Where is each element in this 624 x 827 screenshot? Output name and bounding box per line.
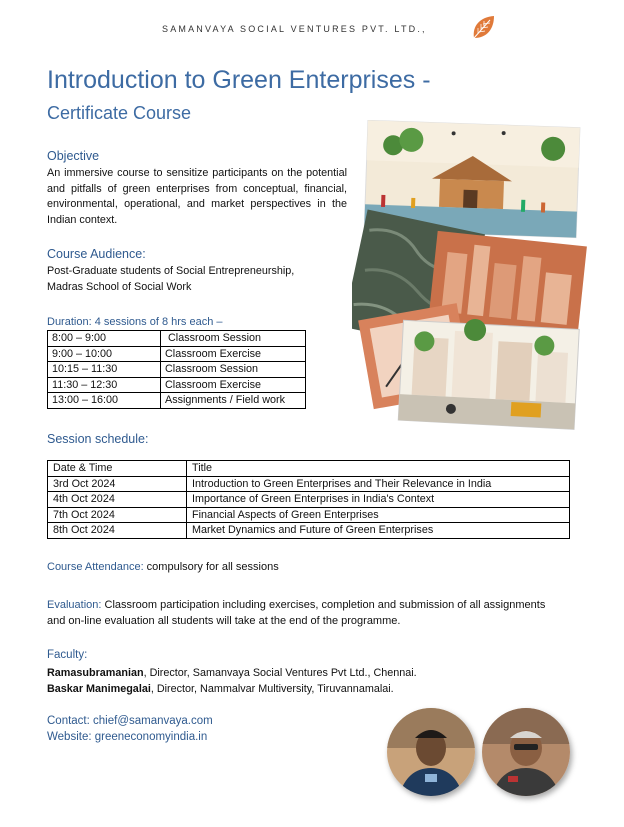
duration-activity: Classroom Session (161, 362, 306, 378)
evaluation-text: Classroom participation including exercises, completion and submission of all assignments and on-line evaluation all students will take at the end of the programme. (47, 599, 546, 627)
column-header-date: Date & Time (48, 461, 187, 477)
evaluation-paragraph (47, 597, 547, 629)
session-title: Financial Aspects of Green Enterprises (187, 507, 570, 523)
page-title: Introduction to Green Enterprises - (47, 66, 431, 94)
duration-activity: Assignments / Field work (161, 393, 306, 409)
session-date: 3rd Oct 2024 (48, 476, 187, 492)
company-name: SAMANVAYA SOCIAL VENTURES PVT. LTD., (162, 24, 427, 34)
illustration-collage (352, 120, 592, 440)
person-avatar-icon (482, 708, 570, 796)
audience-heading: Course Audience: (47, 247, 146, 261)
faculty-name: Ramasubramanian (47, 667, 144, 679)
duration-time: 8:00 – 9:00 (48, 331, 161, 347)
schedule-table (47, 460, 570, 539)
session-title: Introduction to Green Enterprises and Their Relevance in India (187, 476, 570, 492)
website-link[interactable]: greeneconomyindia.in (91, 731, 208, 743)
duration-heading: Duration: 4 sessions of 8 hrs each – (47, 316, 223, 328)
attendance-line (47, 560, 279, 576)
website-line (47, 730, 207, 746)
audience-line-2: Madras School of Social Work (47, 281, 192, 293)
attendance-text: compulsory for all sessions (143, 561, 279, 573)
website-label: Website: (47, 731, 92, 743)
faculty-role: , Director, Nammalvar Multiversity, Tiruvannamalai. (150, 683, 394, 695)
green-city-illustration (398, 315, 579, 429)
duration-activity: Classroom Exercise (161, 346, 306, 362)
contact-line (47, 714, 213, 730)
table-row (48, 346, 306, 362)
faculty-photo-2 (482, 708, 570, 796)
faculty-member-1 (47, 666, 417, 682)
contact-email-link[interactable]: chief@samanvaya.com (89, 715, 213, 727)
duration-time: 13:00 – 16:00 (48, 393, 161, 409)
audience-line-1: Post-Graduate students of Social Entrepreneurship, (47, 265, 295, 277)
table-row (48, 331, 306, 347)
table-row (48, 377, 306, 393)
faculty-heading: Faculty: (47, 649, 88, 661)
table-row (48, 492, 570, 508)
faculty-name: Baskar Manimegalai (47, 683, 151, 695)
table-row (48, 523, 570, 539)
table-row (48, 476, 570, 492)
duration-time: 9:00 – 10:00 (48, 346, 161, 362)
session-date: 8th Oct 2024 (48, 523, 187, 539)
attendance-label: Course Attendance: (47, 561, 144, 573)
faculty-photo-1 (387, 708, 475, 796)
duration-activity: Classroom Exercise (161, 377, 306, 393)
objective-heading: Objective (47, 149, 100, 163)
table-row (48, 362, 306, 378)
page-subtitle: Certificate Course (47, 103, 192, 123)
duration-activity: Classroom Session (161, 331, 306, 347)
contact-label: Contact: (47, 715, 90, 727)
leaf-logo-icon (470, 14, 496, 42)
table-row (48, 507, 570, 523)
session-date: 4th Oct 2024 (48, 492, 187, 508)
schedule-heading: Session schedule: (47, 432, 149, 446)
table-header-row (48, 461, 570, 477)
evaluation-label: Evaluation: (47, 599, 102, 611)
objective-text: An immersive course to sensitize participants on the potential and pitfalls of green enterprises from conceptual, financial, environmental, operational, and market perspectives in the Indian context. (47, 167, 347, 226)
duration-time: 11:30 – 12:30 (48, 377, 161, 393)
person-avatar-icon (387, 708, 475, 796)
faculty-role: , Director, Samanvaya Social Ventures Pvt Ltd., Chennai. (143, 667, 417, 679)
column-header-title: Title (187, 461, 570, 477)
duration-time: 10:15 – 11:30 (48, 362, 161, 378)
session-date: 7th Oct 2024 (48, 507, 187, 523)
faculty-member-2 (47, 682, 394, 698)
session-title: Market Dynamics and Future of Green Enterprises (187, 523, 570, 539)
session-title: Importance of Green Enterprises in India's Context (187, 492, 570, 508)
duration-table (47, 330, 306, 409)
table-row (48, 393, 306, 409)
